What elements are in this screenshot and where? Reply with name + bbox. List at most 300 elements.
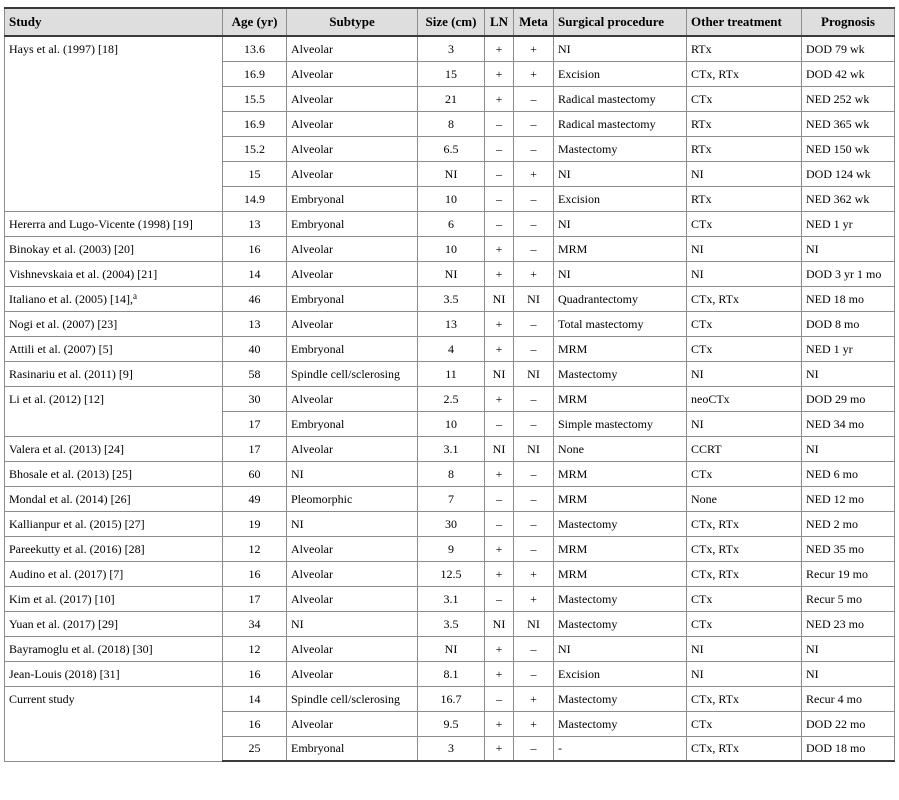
ln-cell: –	[485, 111, 514, 136]
age-cell: 12	[223, 536, 287, 561]
age-cell: 15.5	[223, 86, 287, 111]
meta-cell: –	[514, 136, 554, 161]
surgery-cell: Excision	[554, 661, 687, 686]
meta-cell: –	[514, 511, 554, 536]
size-cell: 3.1	[418, 436, 485, 461]
size-cell: 8	[418, 111, 485, 136]
surgery-cell: NI	[554, 211, 687, 236]
size-cell: NI	[418, 161, 485, 186]
subtype-cell: Alveolar	[287, 161, 418, 186]
prognosis-cell: DOD 29 mo	[802, 386, 895, 411]
surgery-cell: MRM	[554, 561, 687, 586]
age-cell: 16.9	[223, 111, 287, 136]
study-name: Valera et al. (2013) [24]	[9, 441, 124, 456]
subtype-cell: Alveolar	[287, 586, 418, 611]
surgery-cell: MRM	[554, 236, 687, 261]
prognosis-cell: NI	[802, 361, 895, 386]
study-cell	[5, 536, 223, 561]
subtype-cell: Embryonal	[287, 736, 418, 761]
ln-cell: +	[485, 36, 514, 61]
prognosis-cell: Recur 4 mo	[802, 686, 895, 711]
study-cell	[5, 211, 223, 236]
table-row	[5, 361, 895, 386]
ln-cell: –	[485, 511, 514, 536]
meta-cell: +	[514, 36, 554, 61]
study-name: Binokay et al. (2003) [20]	[9, 241, 134, 256]
ln-cell: –	[485, 686, 514, 711]
prognosis-cell: NI	[802, 636, 895, 661]
ln-cell: +	[485, 461, 514, 486]
study-cell	[5, 386, 223, 436]
size-cell: 10	[418, 411, 485, 436]
study-cell	[5, 361, 223, 386]
age-cell: 16	[223, 661, 287, 686]
header-subtype: Subtype	[287, 8, 418, 36]
age-cell: 46	[223, 286, 287, 311]
size-cell: 7	[418, 486, 485, 511]
size-cell: 3.1	[418, 586, 485, 611]
size-cell: 9.5	[418, 711, 485, 736]
subtype-cell: Embryonal	[287, 336, 418, 361]
ln-cell: +	[485, 386, 514, 411]
table-row	[5, 636, 895, 661]
prognosis-cell: DOD 18 mo	[802, 736, 895, 761]
meta-cell: –	[514, 636, 554, 661]
treatment-cell: CTx	[687, 461, 802, 486]
table-row	[5, 511, 895, 536]
ln-cell: –	[485, 211, 514, 236]
meta-cell: +	[514, 61, 554, 86]
study-cell	[5, 336, 223, 361]
age-cell: 19	[223, 511, 287, 536]
treatment-cell: NI	[687, 261, 802, 286]
prognosis-cell: NED 34 mo	[802, 411, 895, 436]
age-cell: 13	[223, 311, 287, 336]
table-body	[5, 36, 895, 761]
prognosis-cell: NED 35 mo	[802, 536, 895, 561]
meta-cell: –	[514, 311, 554, 336]
prognosis-cell: NI	[802, 236, 895, 261]
ln-cell: +	[485, 311, 514, 336]
prognosis-cell: NI	[802, 436, 895, 461]
prognosis-cell: NED 150 wk	[802, 136, 895, 161]
treatment-cell: NI	[687, 161, 802, 186]
meta-cell: +	[514, 711, 554, 736]
age-cell: 34	[223, 611, 287, 636]
treatment-cell: CCRT	[687, 436, 802, 461]
surgery-cell: Mastectomy	[554, 136, 687, 161]
subtype-cell: Alveolar	[287, 711, 418, 736]
surgery-cell: None	[554, 436, 687, 461]
subtype-cell: Alveolar	[287, 261, 418, 286]
treatment-cell: CTx	[687, 311, 802, 336]
surgery-cell: Total mastectomy	[554, 311, 687, 336]
subtype-cell: NI	[287, 611, 418, 636]
size-cell: 12.5	[418, 561, 485, 586]
ln-cell: NI	[485, 436, 514, 461]
subtype-cell: Alveolar	[287, 636, 418, 661]
surgery-cell: NI	[554, 636, 687, 661]
prognosis-cell: DOD 8 mo	[802, 311, 895, 336]
subtype-cell: Embryonal	[287, 411, 418, 436]
study-name: Mondal et al. (2014) [26]	[9, 491, 131, 506]
size-cell: 3	[418, 736, 485, 761]
study-cell	[5, 636, 223, 661]
treatment-cell: NI	[687, 661, 802, 686]
age-cell: 40	[223, 336, 287, 361]
meta-cell: +	[514, 586, 554, 611]
table-row	[5, 211, 895, 236]
treatment-cell: CTx	[687, 211, 802, 236]
treatment-cell: CTx, RTx	[687, 536, 802, 561]
study-cell	[5, 611, 223, 636]
treatment-cell: CTx, RTx	[687, 736, 802, 761]
meta-cell: NI	[514, 361, 554, 386]
surgery-cell: Mastectomy	[554, 361, 687, 386]
meta-cell: –	[514, 661, 554, 686]
meta-cell: –	[514, 111, 554, 136]
meta-cell: +	[514, 561, 554, 586]
surgery-cell: Mastectomy	[554, 686, 687, 711]
study-name: Bayramoglu et al. (2018) [30]	[9, 641, 153, 656]
meta-cell: –	[514, 211, 554, 236]
age-cell: 49	[223, 486, 287, 511]
treatment-cell: NI	[687, 361, 802, 386]
size-cell: 8.1	[418, 661, 485, 686]
table-row	[5, 486, 895, 511]
size-cell: 16.7	[418, 686, 485, 711]
meta-cell: –	[514, 186, 554, 211]
study-cell	[5, 286, 223, 311]
meta-cell: –	[514, 486, 554, 511]
prognosis-cell: NI	[802, 661, 895, 686]
surgery-cell: Radical mastectomy	[554, 111, 687, 136]
meta-cell: NI	[514, 436, 554, 461]
prognosis-cell: NED 1 yr	[802, 211, 895, 236]
ln-cell: –	[485, 136, 514, 161]
study-name: Nogi et al. (2007) [23]	[9, 316, 118, 331]
study-name: Hererra and Lugo-Vicente (1998) [19]	[9, 216, 193, 231]
study-cell	[5, 261, 223, 286]
study-cell	[5, 236, 223, 261]
size-cell: 2.5	[418, 386, 485, 411]
size-cell: 4	[418, 336, 485, 361]
surgery-cell: NI	[554, 161, 687, 186]
treatment-cell: RTx	[687, 111, 802, 136]
subtype-cell: Alveolar	[287, 236, 418, 261]
study-cell	[5, 486, 223, 511]
table-header	[5, 8, 895, 36]
ln-cell: –	[485, 586, 514, 611]
treatment-cell: CTx	[687, 611, 802, 636]
prognosis-cell: NED 6 mo	[802, 461, 895, 486]
treatment-cell: CTx, RTx	[687, 286, 802, 311]
surgery-cell: MRM	[554, 461, 687, 486]
surgery-cell: MRM	[554, 336, 687, 361]
subtype-cell: Alveolar	[287, 561, 418, 586]
study-cell	[5, 311, 223, 336]
ln-cell: +	[485, 536, 514, 561]
study-name: Kim et al. (2017) [10]	[9, 591, 115, 606]
table-row	[5, 36, 895, 61]
prognosis-cell: Recur 19 mo	[802, 561, 895, 586]
age-cell: 17	[223, 436, 287, 461]
meta-cell: +	[514, 261, 554, 286]
prognosis-cell: NED 362 wk	[802, 186, 895, 211]
meta-cell: NI	[514, 286, 554, 311]
age-cell: 16	[223, 711, 287, 736]
ln-cell: +	[485, 236, 514, 261]
size-cell: NI	[418, 261, 485, 286]
size-cell: 3.5	[418, 611, 485, 636]
treatment-cell: RTx	[687, 36, 802, 61]
treatment-cell: neoCTx	[687, 386, 802, 411]
footnote-marker: a	[132, 290, 137, 301]
surgery-cell: Radical mastectomy	[554, 86, 687, 111]
subtype-cell: Alveolar	[287, 311, 418, 336]
size-cell: 11	[418, 361, 485, 386]
size-cell: 3	[418, 36, 485, 61]
size-cell: 9	[418, 536, 485, 561]
ln-cell: NI	[485, 611, 514, 636]
ln-cell: –	[485, 411, 514, 436]
size-cell: NI	[418, 636, 485, 661]
treatment-cell: CTx	[687, 336, 802, 361]
subtype-cell: Alveolar	[287, 386, 418, 411]
surgery-cell: Quadrantectomy	[554, 286, 687, 311]
study-name: Li et al. (2012) [12]	[9, 391, 104, 406]
subtype-cell: Spindle cell/sclerosing	[287, 686, 418, 711]
ln-cell: +	[485, 336, 514, 361]
prognosis-cell: NED 12 mo	[802, 486, 895, 511]
size-cell: 8	[418, 461, 485, 486]
ln-cell: NI	[485, 286, 514, 311]
treatment-cell: CTx	[687, 86, 802, 111]
study-name: Bhosale et al. (2013) [25]	[9, 466, 132, 481]
study-name: Current study	[9, 691, 75, 706]
size-cell: 15	[418, 61, 485, 86]
size-cell: 30	[418, 511, 485, 536]
ln-cell: +	[485, 661, 514, 686]
header-surgery: Surgical procedure	[554, 8, 687, 36]
header-meta: Meta	[514, 8, 554, 36]
meta-cell: +	[514, 161, 554, 186]
treatment-cell: CTx	[687, 711, 802, 736]
surgery-cell: Mastectomy	[554, 586, 687, 611]
surgery-cell: Mastectomy	[554, 711, 687, 736]
ln-cell: +	[485, 636, 514, 661]
subtype-cell: Embryonal	[287, 211, 418, 236]
treatment-cell: NI	[687, 236, 802, 261]
subtype-cell: Spindle cell/sclerosing	[287, 361, 418, 386]
surgery-cell: -	[554, 736, 687, 761]
subtype-cell: Alveolar	[287, 136, 418, 161]
table-row	[5, 311, 895, 336]
age-cell: 30	[223, 386, 287, 411]
table-row	[5, 386, 895, 411]
subtype-cell: Alveolar	[287, 61, 418, 86]
treatment-cell: CTx, RTx	[687, 61, 802, 86]
size-cell: 13	[418, 311, 485, 336]
ln-cell: +	[485, 86, 514, 111]
subtype-cell: Alveolar	[287, 86, 418, 111]
treatment-cell: CTx, RTx	[687, 561, 802, 586]
subtype-cell: Alveolar	[287, 436, 418, 461]
meta-cell: –	[514, 236, 554, 261]
size-cell: 3.5	[418, 286, 485, 311]
age-cell: 13.6	[223, 36, 287, 61]
prognosis-cell: DOD 124 wk	[802, 161, 895, 186]
ln-cell: +	[485, 61, 514, 86]
study-cell	[5, 511, 223, 536]
study-name: Audino et al. (2017) [7]	[9, 566, 124, 581]
age-cell: 58	[223, 361, 287, 386]
meta-cell: –	[514, 461, 554, 486]
meta-cell: –	[514, 336, 554, 361]
study-name: Rasinariu et al. (2011) [9]	[9, 366, 133, 381]
age-cell: 17	[223, 411, 287, 436]
ln-cell: NI	[485, 361, 514, 386]
ln-cell: +	[485, 561, 514, 586]
study-cell	[5, 586, 223, 611]
age-cell: 14	[223, 686, 287, 711]
age-cell: 16	[223, 236, 287, 261]
study-name: Jean-Louis (2018) [31]	[9, 666, 120, 681]
table-row	[5, 611, 895, 636]
table-row	[5, 286, 895, 311]
age-cell: 14	[223, 261, 287, 286]
meta-cell: NI	[514, 611, 554, 636]
subtype-cell: NI	[287, 461, 418, 486]
prognosis-cell: DOD 3 yr 1 mo	[802, 261, 895, 286]
prognosis-cell: NED 2 mo	[802, 511, 895, 536]
surgery-cell: Simple mastectomy	[554, 411, 687, 436]
meta-cell: –	[514, 411, 554, 436]
prognosis-cell: NED 252 wk	[802, 86, 895, 111]
age-cell: 13	[223, 211, 287, 236]
treatment-cell: CTx, RTx	[687, 511, 802, 536]
treatment-cell: RTx	[687, 136, 802, 161]
table-row	[5, 236, 895, 261]
surgery-cell: NI	[554, 261, 687, 286]
study-name: Vishnevskaia et al. (2004) [21]	[9, 266, 158, 281]
size-cell: 10	[418, 236, 485, 261]
header-prognosis: Prognosis	[802, 8, 895, 36]
treatment-cell: CTx, RTx	[687, 686, 802, 711]
treatment-cell: RTx	[687, 186, 802, 211]
subtype-cell: Embryonal	[287, 186, 418, 211]
surgery-cell: Excision	[554, 186, 687, 211]
subtype-cell: Alveolar	[287, 36, 418, 61]
meta-cell: –	[514, 386, 554, 411]
study-name: Pareekutty et al. (2016) [28]	[9, 541, 145, 556]
ln-cell: –	[485, 161, 514, 186]
study-cell	[5, 36, 223, 211]
age-cell: 15	[223, 161, 287, 186]
surgery-cell: Mastectomy	[554, 611, 687, 636]
ln-cell: –	[485, 486, 514, 511]
size-cell: 6	[418, 211, 485, 236]
study-name: Kallianpur et al. (2015) [27]	[9, 516, 145, 531]
age-cell: 14.9	[223, 186, 287, 211]
surgery-cell: NI	[554, 36, 687, 61]
study-cell	[5, 461, 223, 486]
table-row	[5, 661, 895, 686]
treatment-cell: NI	[687, 411, 802, 436]
size-cell: 21	[418, 86, 485, 111]
subtype-cell: Alveolar	[287, 111, 418, 136]
age-cell: 12	[223, 636, 287, 661]
meta-cell: +	[514, 686, 554, 711]
prognosis-cell: NED 1 yr	[802, 336, 895, 361]
study-name: Yuan et al. (2017) [29]	[9, 616, 118, 631]
prognosis-cell: DOD 79 wk	[802, 36, 895, 61]
treatment-cell: NI	[687, 636, 802, 661]
prognosis-cell: DOD 22 mo	[802, 711, 895, 736]
age-cell: 17	[223, 586, 287, 611]
surgery-cell: Excision	[554, 61, 687, 86]
header-study: Study	[5, 8, 223, 36]
prognosis-cell: DOD 42 wk	[802, 61, 895, 86]
size-cell: 6.5	[418, 136, 485, 161]
age-cell: 16.9	[223, 61, 287, 86]
age-cell: 15.2	[223, 136, 287, 161]
study-name: Attili et al. (2007) [5]	[9, 341, 113, 356]
treatment-cell: CTx	[687, 586, 802, 611]
ln-cell: +	[485, 736, 514, 761]
prognosis-cell: NED 18 mo	[802, 286, 895, 311]
table-row	[5, 336, 895, 361]
prognosis-cell: Recur 5 mo	[802, 586, 895, 611]
subtype-cell: Pleomorphic	[287, 486, 418, 511]
table-row	[5, 586, 895, 611]
study-cell	[5, 661, 223, 686]
subtype-cell: Alveolar	[287, 536, 418, 561]
table-row	[5, 536, 895, 561]
table-row	[5, 261, 895, 286]
surgery-cell: MRM	[554, 486, 687, 511]
study-cell	[5, 436, 223, 461]
surgery-cell: MRM	[554, 386, 687, 411]
size-cell: 10	[418, 186, 485, 211]
age-cell: 60	[223, 461, 287, 486]
meta-cell: –	[514, 736, 554, 761]
study-cell	[5, 686, 223, 761]
age-cell: 25	[223, 736, 287, 761]
prognosis-cell: NED 365 wk	[802, 111, 895, 136]
case-table	[4, 7, 895, 762]
header-age: Age (yr)	[223, 8, 287, 36]
table-row	[5, 436, 895, 461]
surgery-cell: Mastectomy	[554, 511, 687, 536]
age-cell: 16	[223, 561, 287, 586]
meta-cell: –	[514, 86, 554, 111]
ln-cell: +	[485, 711, 514, 736]
header-row	[5, 8, 895, 36]
table-row	[5, 686, 895, 711]
study-name: Italiano et al. (2005) [14],	[9, 291, 133, 306]
header-ln: LN	[485, 8, 514, 36]
table-row	[5, 561, 895, 586]
header-size: Size (cm)	[418, 8, 485, 36]
header-treatment: Other treatment	[687, 8, 802, 36]
meta-cell: –	[514, 536, 554, 561]
surgery-cell: MRM	[554, 536, 687, 561]
ln-cell: +	[485, 261, 514, 286]
study-name: Hays et al. (1997) [18]	[9, 42, 118, 56]
subtype-cell: Alveolar	[287, 661, 418, 686]
subtype-cell: NI	[287, 511, 418, 536]
